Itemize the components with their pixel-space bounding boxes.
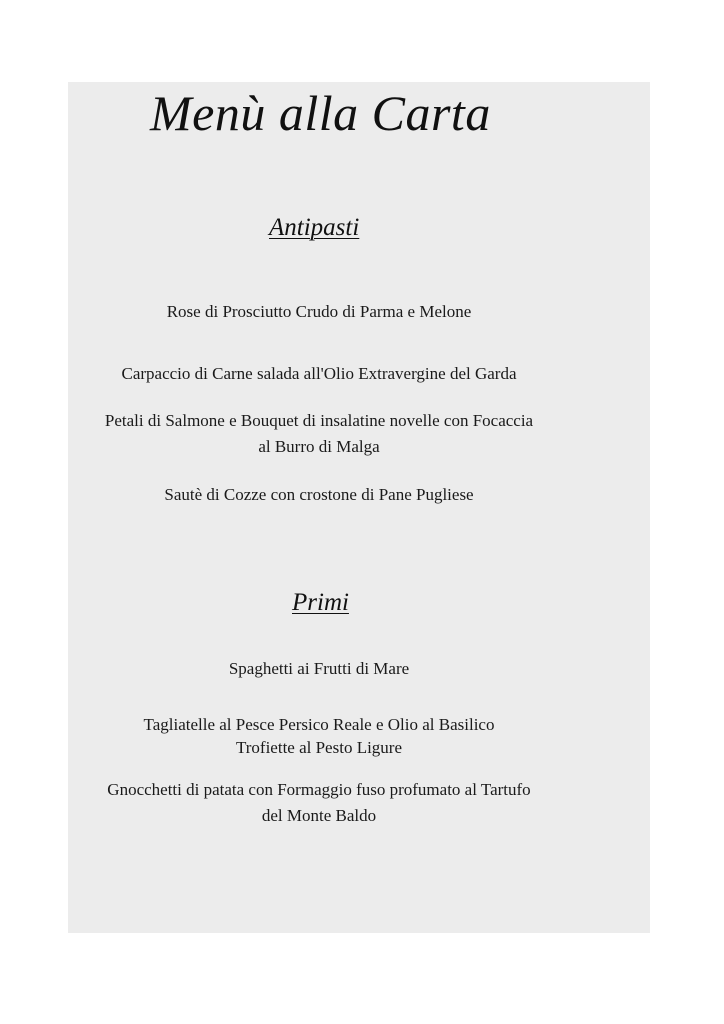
menu-item <box>68 408 570 460</box>
menu-item-line: Gnocchetti di patata con Formaggio fuso profumato al Tartufo <box>107 780 531 799</box>
menu-item-line: Rose di Prosciutto Crudo di Parma e Melone <box>166 302 472 321</box>
section-heading-antipasti: Antipasti <box>269 214 360 241</box>
menu-item-line: al Burro di Malga <box>258 437 380 456</box>
menu-item <box>68 482 570 508</box>
menu-item <box>68 299 570 325</box>
menu-item-line: Carpaccio di Carne salada all'Olio Extravergine del Garda <box>121 364 517 383</box>
menu-item <box>68 361 570 387</box>
menu-item <box>68 713 570 759</box>
menu-item-line: del Monte Baldo <box>261 806 377 825</box>
menu-item-line: Trofiette al Pesto Ligure <box>235 738 403 757</box>
menu-item-line: Spaghetti ai Frutti di Mare <box>228 659 410 678</box>
menu-item <box>68 777 570 829</box>
menu-item-line: Tagliatelle al Pesce Persico Reale e Olio al Basilico <box>143 715 495 734</box>
menu-title: Menù alla Carta <box>150 85 491 141</box>
section-heading-primi: Primi <box>292 589 349 616</box>
menu-item-line: Petali di Salmone e Bouquet di insalatine novelle con Focaccia <box>104 411 534 430</box>
menu-item-line: Sautè di Cozze con crostone di Pane Pugliese <box>164 485 474 504</box>
menu-item <box>68 656 570 682</box>
